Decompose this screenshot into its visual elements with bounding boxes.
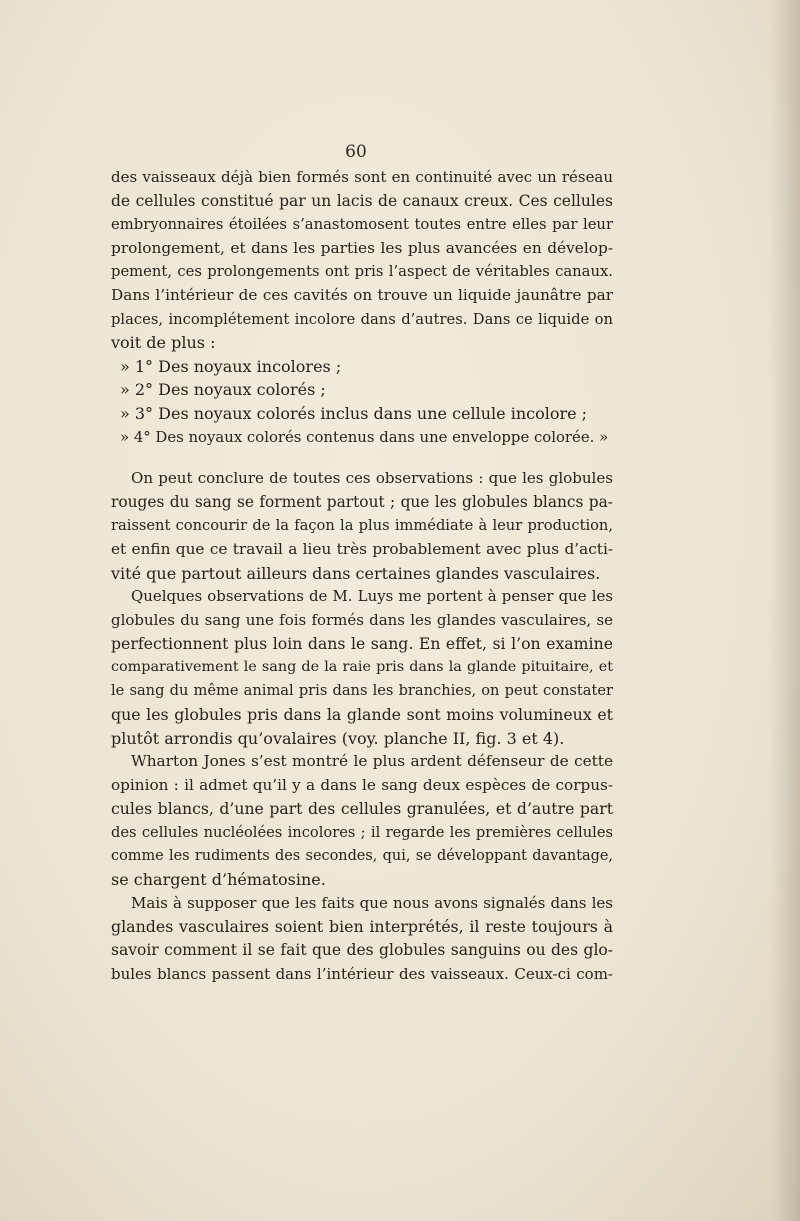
text-line: Dans l’intérieur de ces cavités on trouve un liquide jaunâtre par [111,285,613,304]
list-item: » 3° Des noyaux colorés inclus dans une cellule incolore ; [120,403,588,423]
text-line: comme les rudiments des secondes, qui, se développant davantage, [111,847,613,864]
quoted-list [111,355,613,449]
text-line: que les globules pris dans la glande sont moins volumineux et [111,705,613,725]
text-line: raissent concourir de la façon la plus immédiate à leur production, [111,517,613,535]
text-line: glandes vasculaires soient bien interprétés, il reste toujours à [111,917,613,937]
text-line: places, incomplétement incolore dans d’autres. Dans ce liquide on [111,310,613,328]
list-item: » 1° Des noyaux incolores ; [120,356,342,376]
text-line: se chargent d’hématosine. [111,870,326,890]
text-line: embryonnaires étoilées s’anastomosent toutes entre elles par leur [111,216,613,234]
text-line: comparativement le sang de la raie pris dans la glande pituitaire, et [111,658,613,675]
text-line: perfectionnent plus loin dans le sang. En effet, si l’on examine [111,634,613,654]
text-line: prolongement, et dans les parties les plus avancées en dévelop- [111,238,613,257]
text-line: rouges du sang se forment partout ; que les globules blancs pa- [111,492,613,511]
paragraph-conclusion [111,467,613,585]
text-line: Mais à supposer que les faits que nous avons signalés dans les [131,893,613,912]
text-line: cules blancs, d’une part des cellules granulées, et d’autre part [111,799,613,819]
text-line: savoir comment il se fait que des globules sanguins ou des glo- [111,941,613,959]
text-line: Quelques observations de M. Luys me portent à penser que les [131,587,613,606]
text-line: plutôt arrondis qu’ovalaires (voy. planche II, fig. 3 et 4). [111,728,565,748]
text-line: globules du sang une fois formés dans les glandes vasculaires, se [111,610,613,629]
paragraph-1 [111,166,613,355]
text-line: bules blancs passent dans l’intérieur des vaisseaux. Ceux-ci com- [111,964,613,983]
text-line: des cellules nucléolées incolores ; il regarde les premières cellules [111,824,613,842]
text-line: On peut conclure de toutes ces observations : que les globules [131,469,613,488]
text-line: et enfin que ce travail a lieu très probablement avec plus d’acti- [111,539,613,558]
text-line: voit de plus : [111,333,216,353]
list-item: » 2° Des noyaux colorés ; [120,380,326,400]
text-line: le sang du même animal pris dans les branchies, on peut constater [111,682,613,700]
text-line: vité que partout ailleurs dans certaines glandes vasculaires. [111,563,601,583]
page-edge-shadow [770,0,800,1221]
text-line: opinion : il admet qu’il y a dans le sang deux espèces de corpus- [111,775,613,794]
text-line: des vaisseaux déjà bien formés sont en continuité avec un réseau [111,168,613,186]
paragraph-gap [111,449,613,467]
text-line: pement, ces prolongements ont pris l’aspect de véritables canaux. [111,263,613,281]
text-line: Wharton Jones s’est montré le plus ardent défenseur de cette [131,752,613,771]
list-item: » 4° Des noyaux colorés contenus dans une enveloppe colorée. » [120,427,609,446]
paragraph-wharton-jones [111,750,613,892]
paragraph-luys [111,585,613,750]
text-line: de cellules constitué par un lacis de canaux creux. Ces cellules [111,191,613,210]
page-text [111,166,613,986]
paragraph-mais [111,892,613,986]
page-number: 60 [345,142,367,162]
